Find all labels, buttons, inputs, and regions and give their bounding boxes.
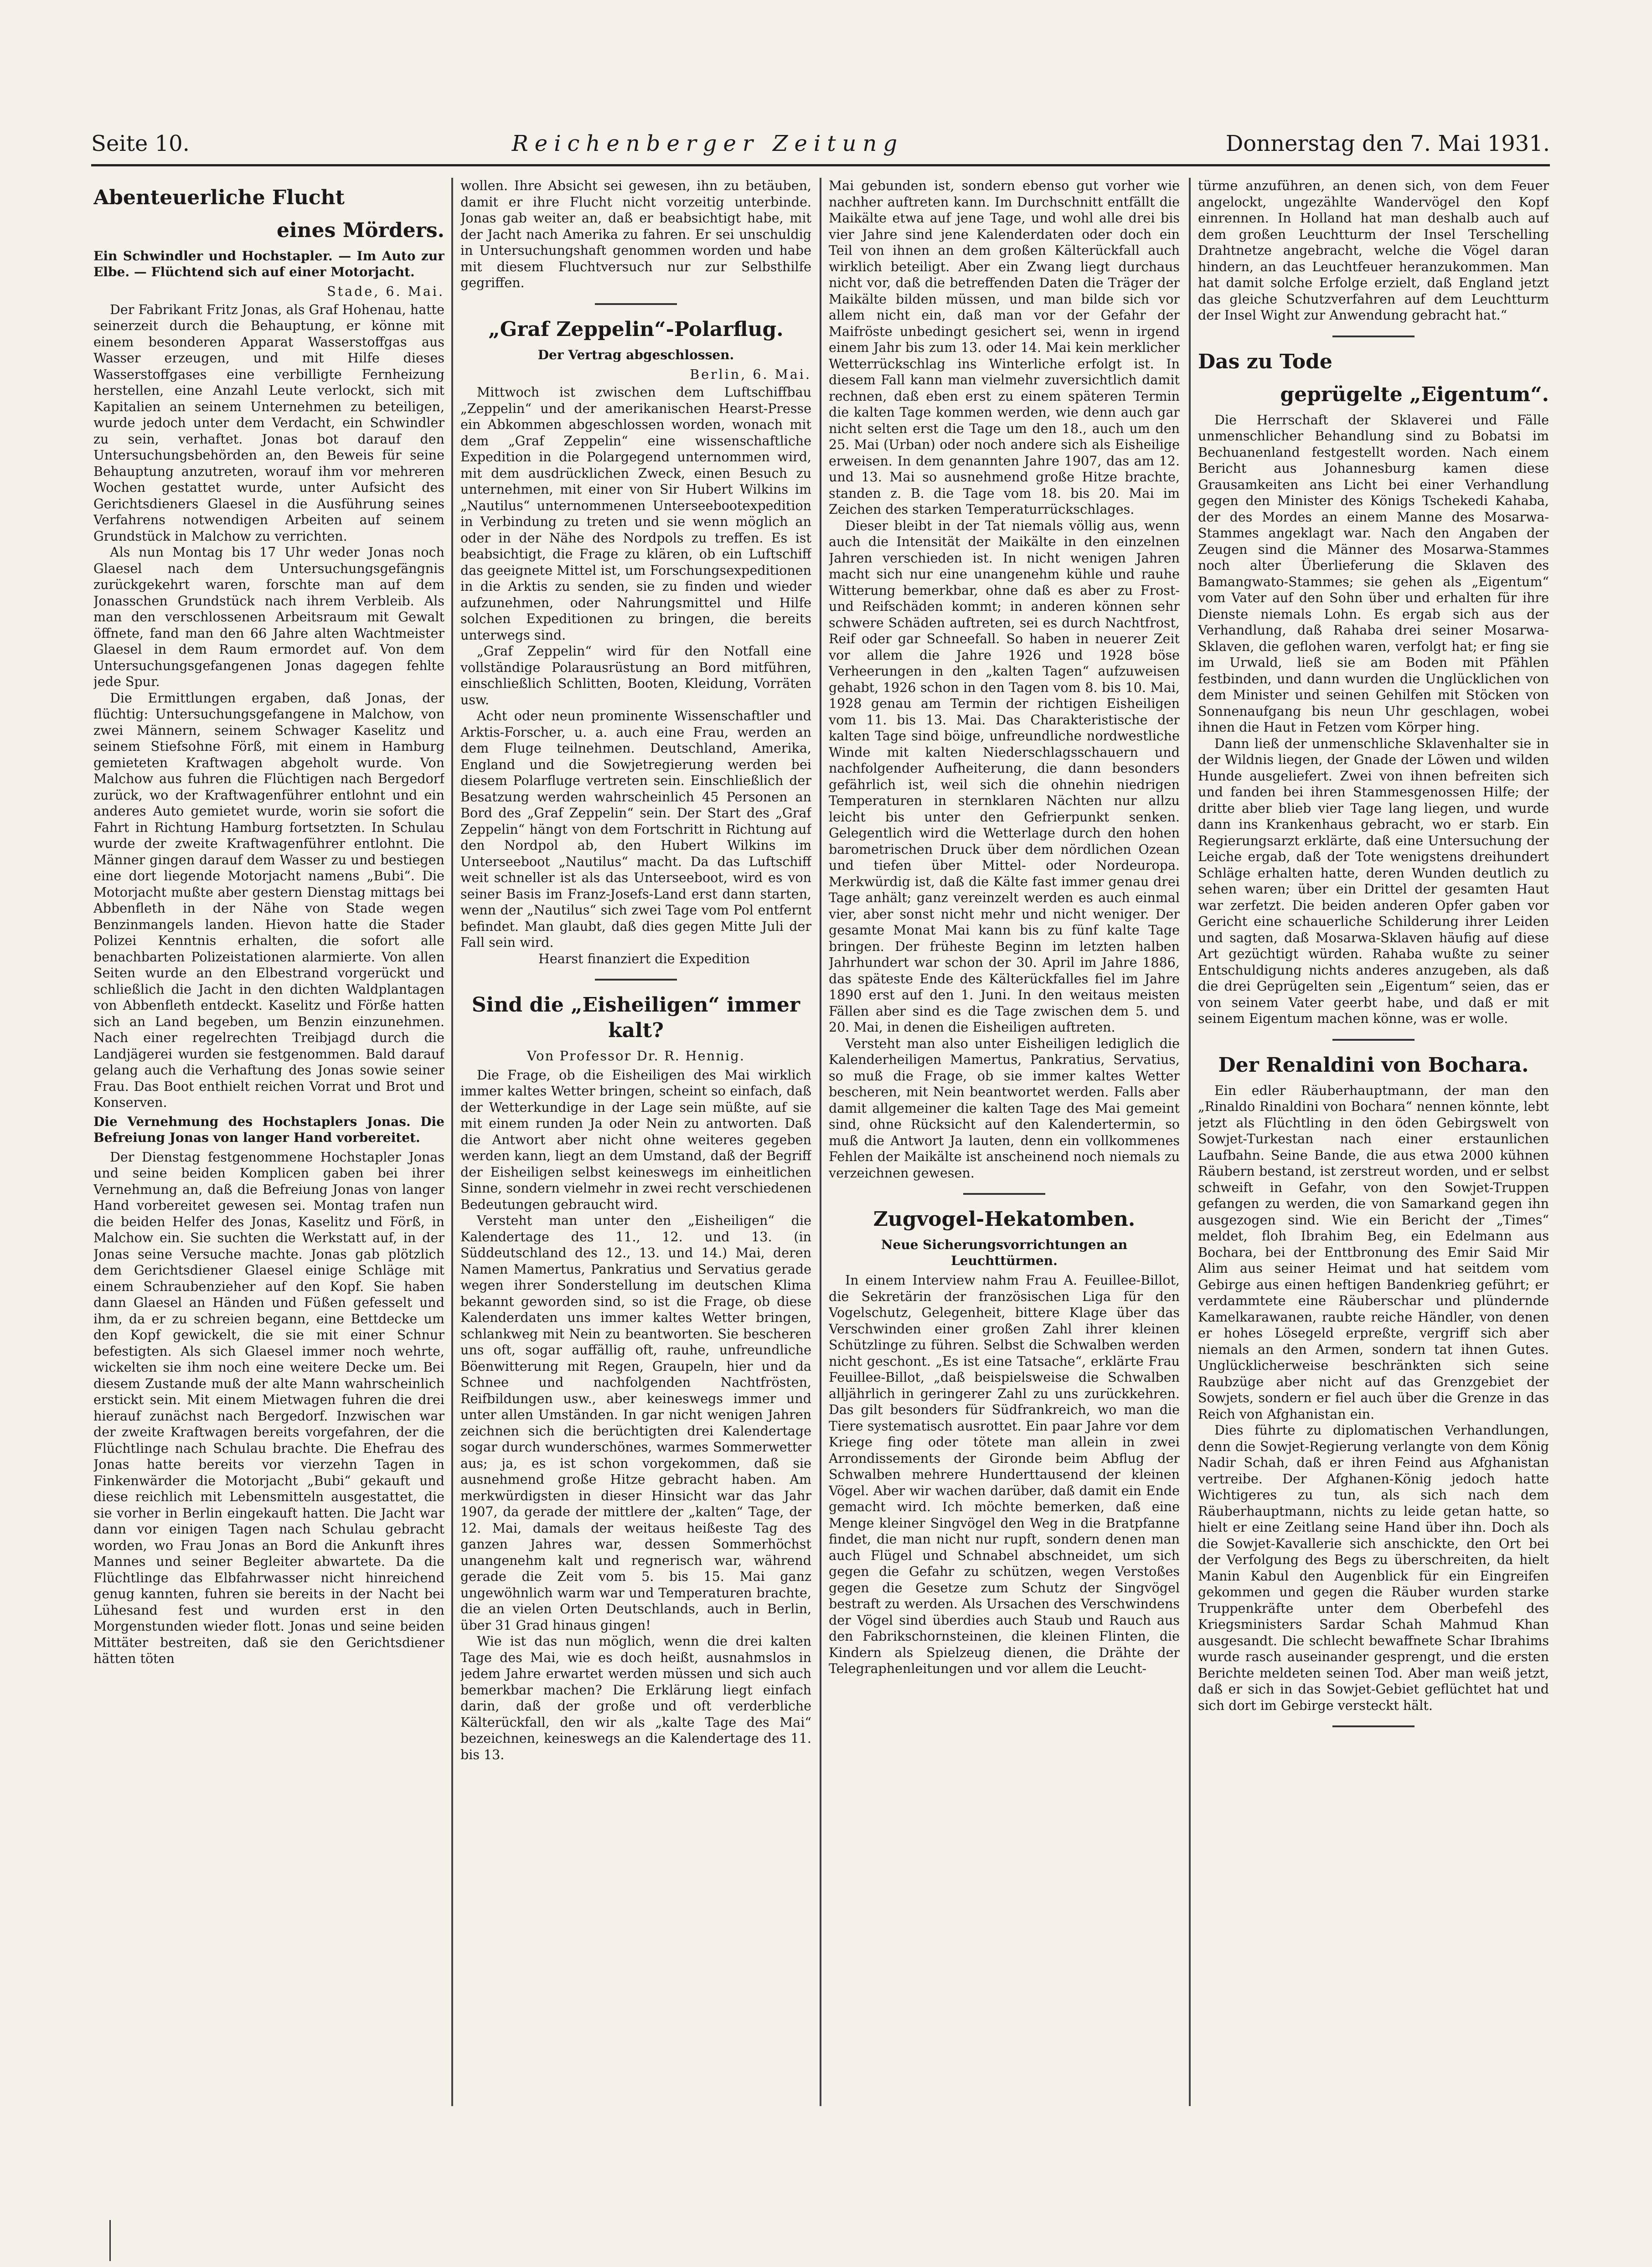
article-title-zeppelin: „Graf Zeppelin“-Polarflug.	[488, 317, 784, 341]
separator	[595, 303, 677, 305]
separator	[963, 1193, 1045, 1195]
column-rule	[451, 178, 453, 2106]
article-title-eigentum: Das zu Tode	[1198, 350, 1332, 373]
article-title-flucht: Abenteuerliche Flucht	[93, 186, 345, 209]
article-title-eisheiligen: Sind die „Eisheiligen“ immer kalt?	[471, 993, 800, 1042]
page-number: Seite 10.	[91, 131, 190, 156]
paragraph: Versteht man also unter Eisheiligen lediglich die Kalenderheiligen Mamertus, Pankratius, Servatius, so muß die Frage, ob sie immer kaltes Wetter bescheren, mit Nein beantwortet werden. Falls aber damit allgemeiner die kalten Tage des Mai gemeint sind, ohne Rücksicht auf den Kalendertermin, so muß die Antwort Ja lauten, denn ein vollkommenes Fehlen der Maikälte ist anscheinend noch niemals zu verzeichnen gewesen.	[829, 1036, 1180, 1181]
paragraph: Der Fabrikant Fritz Jonas, als Graf Hohenau, hatte seinerzeit durch die Behauptung, er könne mit einem besonderen Apparat Wasserstoffgas aus Wasser erzeugen, und mit Hilfe dieses Wasserstoffgases eine verbilligte Fernheizung herstellen, eine Anzahl Leute verlockt, sich mit Kapitalien an seinem Unternehmen zu beteiligen, wurde jedoch unter dem Verdacht, ein Schwindler zu sein, verhaftet. Jonas bot darauf den Untersuchungsbehörden an, den Beweis für seine Behauptung anzutreten, worauf ihm vor mehreren Wochen gestattet wurde, unter Aufsicht des Gerichtsdieners Glaesel in die Ausführung seines Verfahrens notwendigen Arbeiten auf seinem Grundstück in Malchow zu verrichten.	[93, 302, 444, 544]
column-2	[460, 178, 811, 2106]
paragraph: Die Ermittlungen ergaben, daß Jonas, der flüchtig: Untersuchungsgefangene in Malchow, von zwei Männern, seinem Schwager Kaselitz und seinem Stiefsohne Förß, mit einem in Hamburg gemieteten Kraftwagen abgeholt wurde. Von Malchow aus fuhren die Flüchtigen nach Bergedorf zurück, wo der Kraftwagenführer entlohnt und ein anderes Auto gemietet wurde, worin sie sofort die Fahrt in Richtung Hamburg fortsetzten. In Schulau wurde der zweite Kraftwagenführer entlohnt. Die Männer gingen darauf dem Wasser zu und bestiegen eine dort liegende Motorjacht namens „Bubi“. Die Motorjacht mußte aber gestern Dienstag mittags bei Abbenfleth in der Nähe von Stade wegen Benzinmangels landen. Hievon hatte die Stader Polizei Kenntnis erhalten, die sofort alle benachbarten Polizeistationen alarmierte. Von allen Seiten wurde an den Elbestrand vorgerückt und schließlich die Jacht in den dichten Waldplantagen von Abbenfleth entdeckt. Kaselitz und Förße hatten sich an Land begeben, um Benzin einzunehmen. Nach einer regelrechten Treibjagd durch die Landjägerei wurden sie festgenommen. Bald darauf gelang auch die Verhaftung des Jonas sowie seiner Frau. Das Boot enthielt reichen Vorrat und Brot und Konserven.	[93, 690, 444, 1110]
paragraph: Hearst finanziert die Expedition	[538, 951, 750, 966]
paragraph: Die Frage, ob die Eisheiligen des Mai wirklich immer kaltes Wetter bringen, scheint so einfach, daß der Wetterkundige in der Lage sein müßte, auf sie mit einem runden Ja oder Nein zu antworten. Daß die Antwort aber nicht ohne weiteres gegeben werden kann, liegt an dem Umstand, daß der Begriff der Eisheiligen selbst keineswegs im einheitlichen Sinne, sondern vielmehr in zwei recht verschiedenen Bedeutungen gebraucht wird.	[460, 1067, 811, 1212]
article-title-eigentum-line2: geprügelte „Eigentum“.	[1280, 382, 1549, 406]
separator	[595, 979, 677, 981]
issue-date: Donnerstag den 7. Mai 1931.	[1225, 131, 1550, 156]
separator	[1332, 1725, 1415, 1727]
paragraph: Acht oder neun prominente Wissenschaftler und Arktis-Forscher, u. a. auch eine Frau, werden an dem Fluge teilnehmen. Deutschland, Amerika, England und die Sowjetregierung werden bei diesem Polarfluge vertreten sein. Einschließlich der Besatzung werden wahrscheinlich 45 Personen an Bord des „Graf Zeppelin“ sein. Der Start des „Graf Zeppelin“ hängt von dem Fortschritt in Richtung auf den Nordpol ab, den Hubert Wilkins im Unterseeboot „Nautilus“ macht. Da das Luftschiff weit schneller ist als das Unterseeboot, wird es von seiner Basis im Franz-Josefs-Land erst dann starten, wenn der „Nautilus“ sich zwei Tage vom Pol entfernt befindet. Man glaubt, daß dies gegen Mitte Juli der Fall sein wird.	[460, 708, 811, 950]
byline: Von Professor Dr. R. Hennig.	[527, 1048, 745, 1064]
paragraph: In einem Interview nahm Frau A. Feuillee-Billot, die Sekretärin der französischen Liga für den Vogelschutz, Gelegenheit, bittere Klage über das Verschwinden einer großen Zahl ihrer kleinen Schützlinge zu führen. Selbst die Schwalben werden nicht geschont. „Es ist eine Tatsache“, erklärte Frau Feuillee-Billot, „daß beispielsweise die Schwalben alljährlich in geringerer Zahl zu uns zurückkehren. Das gilt besonders für Südfrankreich, wo man die Tiere systematisch ausrottet. Ein paar Jahre vor dem Kriege fing oder tötete man allein in zwei Arrondissements der Gironde beim Abflug der Schwalben mehrere Hunderttausend der kleinen Vögel. Aber wir wachen darüber, daß damit ein Ende gemacht wird. Ich möchte bemerken, daß eine Menge kleiner Singvögel den Weg in die Bratpfanne findet, die man nicht nur rupft, sondern denen man auch Flügel und Schnabel abschneidet, um sich gegen die Gefahr zu schützen, wegen Verstoßes gegen die Gesetze zum Schutz der Singvögel bestraft zu werden. Als Ursachen des Verschwindens der Vögel sind überdies auch Staub und Rauch aus den Fabrikschornsteinen, die kleinen Flinten, die Kindern als Spielzeug dienen, die Drähte der Telegraphenleitungen und vor allem die Leucht-	[829, 1273, 1180, 1676]
article-subtitle: Ein Schwindler und Hochstapler. — Im Auto zur Elbe. — Flüchtend sich auf einer Motorjacht.	[93, 248, 444, 279]
column-1	[93, 178, 444, 2106]
paragraph: „Graf Zeppelin“ wird für den Notfall eine vollständige Polarausrüstung an Bord mitführen, einschließlich Schlitten, Booten, Kleidung, Vorräten usw.	[460, 644, 811, 707]
article-subtitle: Neue Sicherungsvorrichtungen an Leuchttürmen.	[881, 1237, 1128, 1268]
article-title-zugvogel: Zugvogel-Hekatomben.	[873, 1208, 1136, 1231]
paragraph: Wie ist das nun möglich, wenn die drei kalten Tage des Mai, wie es doch heißt, ausnahmslos in jedem Jahre erwartet werden müssen und sich auch bemerkbar machen? Die Erklärung liegt einfach darin, daß der große und oft verderbliche Kälterückfall, den wir als „kalte Tage des Mai“ bezeichnen, keineswegs an die Kalendertage des 11. bis 13.	[460, 1634, 811, 1762]
paragraph: türme anzuführen, an denen sich, von dem Feuer angelockt, ungezählte Wandervögel den Kopf einrennen. In Holland hat man deshalb auch auf dem großen Leuchtturm der Insel Terschelling Drahtnetze angebracht, welche die Vögel daran hindern, an das Leuchtfeuer heranzukommen. Man hat damit solche Erfolge erzielt, daß England jetzt das gleiche Schutzverfahren auf dem Leuchtturm der Insel Wight zur Anwendung gebracht hat.“	[1198, 178, 1549, 323]
section-subhead: Die Vernehmung des Hochstaplers Jonas. Die Befreiung Jonas von langer Hand vorbereitet.	[93, 1114, 444, 1145]
article-subtitle: Der Vertrag abgeschlossen.	[537, 347, 734, 362]
article-title-flucht-line2: eines Mörders.	[276, 219, 444, 242]
column-3	[829, 178, 1180, 2106]
column-rule	[1189, 178, 1191, 2106]
dateline: Berlin, 6. Mai.	[690, 367, 811, 382]
paragraph: wollen. Ihre Absicht sei gewesen, ihn zu betäuben, damit er ihre Flucht nicht vorzeitig unterbinde. Jonas gab weiter an, daß er beabsichtigt habe, mit der Jacht nach Amerika zu fahren. Er sei unschuldig in Untersuchungshaft genommen worden und habe mit diesem Fluchtversuch nur zur Selbsthilfe gegriffen.	[460, 178, 811, 290]
masthead: Reichenberger Zeitung	[511, 131, 904, 156]
dateline: Stade, 6. Mai.	[327, 284, 444, 299]
paragraph: Dann ließ der unmenschliche Sklavenhalter sie in der Wildnis liegen, der Gnade der Löwen und wilden Hunde ausgeliefert. Zwei von ihnen befreiten sich und fanden bei ihren Stammesgenossen Hilfe; der dritte aber blieb vier Tage lang liegen, und wurde dann ins Krankenhaus gebracht, wo er starb. Ein Regierungsarzt erklärte, daß eine Untersuchung der Leiche ergab, daß der Tote wenigstens dreihundert Schläge erhalten hatte, deren Wunden deutlich zu sehen waren; über ein Drittel der gesamten Haut war zerfetzt. Die beiden anderen Opfer gaben vor Gericht eine schauerliche Schilderung ihrer Leiden und sagten, daß Mosarwa-Sklaven häufig auf diese Art gezüchtigt würden. Rahaba wußte zu seiner Entschuldigung nichts anderes anzugeben, als daß die drei Geprügelten sein „Eigentum“ seien, das er von seinem Vater geerbt habe, und daß er mit seinem Eigentum machen könne, was er wolle.	[1198, 736, 1549, 1026]
page-header	[91, 123, 1550, 166]
paragraph: Die Herrschaft der Sklaverei und Fälle unmenschlicher Behandlung sind zu Bobatsi im Bechuanenland festgestellt worden. Nach einem Bericht aus Johannesburg kamen diese Grausamkeiten ans Licht bei einer Verhandlung gegen den Minister des Königs Tschekedi Kahaba, der des Mordes an einem Manne des Mosarwa-Stammes angeklagt war. Nach den Angaben der Zeugen sind die Männer des Mosarwa-Stammes noch alter Überlieferung die Sklaven des Bamangwato-Stammes; sie gehen als „Eigentum“ vom Vater auf den Sohn über und erhalten für ihre Dienste niemals Lohn. Es ergab sich aus der Verhandlung, daß Rahaba drei seiner Mosarwa-Sklaven, die geflohen waren, verfolgt hat; er fing sie im Urwald, ließ sie am Boden mit Pfählen festbinden, und dann wurden die Unglücklichen von dem Minister und seinen Gehilfen mit Stöcken von Sonnenaufgang bis neun Uhr geschlagen, wobei ihnen die Haut in Fetzen vom Körper hing.	[1198, 412, 1549, 735]
column-4	[1198, 178, 1549, 2106]
paragraph: Dieser bleibt in der Tat niemals völlig aus, wenn auch die Intensität der Maikälte in den einzelnen Jahren verschieden ist. In nicht wenigen Jahren macht sich nur eine unangenehm kühle und rauhe Witterung bemerkbar, ohne daß es aber zu Frost- und Reifschäden kommt; in anderen können sehr schwere Schäden auftreten, sei es durch Nachtfrost, Reif oder gar Schneefall. So haben in neuerer Zeit vor allem die Jahre 1926 und 1928 böse Verheerungen in den „kalten Tagen“ aufzuweisen gehabt, 1926 schon in den Tagen vom 8. bis 10. Mai, 1928 genau am Termin der richtigen Eisheiligen vom 11. bis 13. Mai. Das Charakteristische der kalten Tage sind böige, unfreundliche nordwestliche Winde mit kalten Niederschlagsschauern und nachfolgender Aufheiterung, die dann besonders gefährlich ist, weil sich die ohnehin niedrigen Temperaturen in sternklaren Nächten nur allzu leicht bis unter den Gefrierpunkt senken. Gelegentlich wird die Wetterlage durch den hohen barometrischen Druck über dem nördlichen Ozean und tiefen über Mittel- oder Nordeuropa. Merkwürdig ist, daß die Kälte fast immer genau drei Tage anhält; ganz vereinzelt werden es auch einmal vier, aber sonst nicht mehr und nicht weniger. Der gesamte Monat Mai kann bis zu fünf kalte Tage bringen. Der früheste Beginn im letzten halben Jahrhundert war schon der 30. April im Jahre 1886, das späteste Ende des Kälterückfalles fiel im Jahre 1890 erst auf den 1. Juni. In den weitaus meisten Fällen aber sind es die Tage zwischen dem 5. und 20. Mai, in denen die Eisheiligen auftreten.	[829, 518, 1180, 1035]
article-title-renaldini: Der Renaldini von Bochara.	[1218, 1053, 1529, 1077]
paragraph: Versteht man unter den „Eisheiligen“ die Kalendertage des 11., 12. und 13. (in Süddeutschland des 12., 13. und 14.) Mai, deren Namen Mamertus, Pankratius und Servatius gerade wegen ihrer Sonderstellung im deutschen Klima bekannt geworden sind, so ist die Frage, ob diese Kalenderdaten uns immer kaltes Wetter bringen, schlankweg mit Nein zu beantworten. Sie bescheren uns oft, sogar auffällig oft, rauhe, unfreundliche Böenwitterung mit Regen, Graupeln, hier und da Schnee und nachfolgenden Nachtfrösten, Reifbildungen usw., aber keineswegs immer und unter allen Umständen. In gar nicht wenigen Jahren zeichnen sich die berüchtigten drei Kalendertage sogar durch wunderschönes, warmes Sommerwetter aus; ja, es ist schon vorgekommen, daß sie ausnehmend große Hitze gebracht haben. Am merkwürdigsten in dieser Hinsicht war das Jahr 1907, da gerade der mittlere der „kalten“ Tage, der 12. Mai, damals der weitaus heißeste Tag des ganzen Jahres war, dessen Sommerhöchst unangenehm kalt und regnerisch war, während gerade die Zeit vom 5. bis 15. Mai ganz ungewöhnlich warm war und Temperaturen brachte, die an vielen Orten Deutschlands, auch in Berlin, über 31 Grad hinaus gingen!	[460, 1213, 811, 1633]
paragraph: Der Dienstag festgenommene Hochstapler Jonas und seine beiden Komplicen gaben bei ihrer Vernehmung an, daß die Befreiung Jonas von langer Hand vorbereitet gewesen sei. Montag trafen nun die beiden Helfer des Jonas, Kaselitz und Förß, in Malchow ein. Sie suchten die Werkstatt auf, in der Jonas seine Versuche machte. Jonas gab plötzlich dem Gerichtsdiener Glaesel einige Schläge mit einem Schraubenzieher auf den Kopf. Sie haben dann Glaesel an Händen und Füßen gefesselt und ihm, da er zu schreien begann, eine Bettdecke um den Kopf gewickelt, die sie mit einer Schnur befestigten. Als sich Glaesel immer noch wehrte, wickelten sie ihm noch eine weitere Decke um. Bei diesem Zustande muß der alte Mann wahrscheinlich erstickt sein. Mit einem Mietwagen fuhren die drei hierauf zunächst nach Bergedorf. Inzwischen war der zweite Kraftwagen bereits vorgefahren, der die Flüchtlinge nach Schulau brachte. Die Ehefrau des Jonas hatte bereits vor vierzehn Tagen in Finkenwärder die Motorjacht „Bubi“ gekauft und diese reichlich mit Lebensmitteln ausgestattet, die sie vorher in Berlin eingekauft hatten. Die Jacht war dann vor einigen Tagen nach Schulau gebracht worden, wo Frau Jonas an Bord die Ankunft ihres Mannes und seiner Begleiter abwartete. Da die Flüchtlinge das Elbfahrwasser nicht hinreichend genug kannten, fuhren sie bereits in der Nacht bei Lühesand fest und wurden erst in den Morgenstunden wieder flott. Jonas und seine beiden Mittäter bestreiten, daß sie den Gerichtsdiener hätten töten	[93, 1149, 444, 1666]
separator	[1332, 336, 1415, 337]
paragraph: Mittwoch ist zwischen dem Luftschiffbau „Zeppelin“ und der amerikanischen Hearst-Presse ein Abkommen abgeschlossen worden, wonach mit dem „Graf Zeppelin“ eine wissenschaftliche Expedition in die Polargegend unternommen wird, mit dem ausdrücklichen Zweck, einen Besuch zu unternehmen, mit einer von Sir Hubert Wilkins im „Nautilus“ unternommenen Unterseebootexpedition in Verbindung zu treten und sie wenn möglich an oder in der Nähe des Nordpols zu treffen. Es ist beabsichtigt, die Frage zu klären, ob ein Luftschiff das geeignete Mittel ist, um Forschungsexpeditionen in die Arktis zu senden, sie zu finden und wieder aufzunehmen, oder Nahrungsmittel und Hilfe solchen Expeditionen zu bringen, die bereits unterwegs sind.	[460, 385, 811, 643]
paragraph: Ein edler Räuberhauptmann, der man den „Rinaldo Rinaldini von Bochara“ nennen könnte, lebt jetzt als Flüchtling in den öden Gebirgswelt von Sowjet-Turkestan nach einer erstaunlichen Laufbahn. Seine Bande, die aus etwa 2000 kühnen Räubern bestand, ist zerstreut worden, und er selbst schweift in Gefahr, von den Sowjet-Truppen gefangen zu werden, die von Samarkand gegen ihn ausgezogen sind. Wie ein Bericht der „Times“ meldet, floh Ibrahim Beg, ein Edelmann aus Bochara, bei der Enttbronung des Emir Said Mir Alim aus seiner Heimat und hat seitdem vom Gebirge aus einen heftigen Bandenkrieg geführt; er verdammtete eine Räuberschar und plündernde Kamelkarawanen, raubte reiche Händler, von denen er hohes Lösegeld erpreßte, vergriff sich aber niemals an den Armen, sondern tat ihnen Gutes. Unglücklicherweise beschränkten sich seine Raubzüge aber nicht auf das Grenzgebiet der Sowjets, sondern er fiel auch über die Grenze in das Reich von Afghanistan ein.	[1198, 1083, 1549, 1422]
paragraph: Mai gebunden ist, sondern ebenso gut vorher wie nachher auftreten kann. Im Durchschnitt entfällt die Maikälte etwa auf jene Tage, und wohl alle drei bis vier Jahre sind jene Kalenderdaten oder doch ein Teil von ihnen an dem großen Kälterückfall auch wirklich beteiligt. Aber ein Zwang liegt durchaus nicht vor, daß die betreffenden Daten die Träger der Maikälte bilden müssen, und man bilde sich vor allem nicht ein, daß man vor der Gefahr der Maifröste unbedingt gesichert sei, wenn in irgend einem Jahr bis zum 13. oder 14. Mai kein merklicher Wetterrückschlag ins Winterliche erfolgt ist. In diesem Fall kann man vielmehr zuversichtlich damit rechnen, daß eben erst zu einem späteren Termin die kalten Tage kommen werden, wie denn auch gar nicht selten erst die Tage um den 18., auch um den 25. Mai (Urban) oder noch andere sich als Eisheilige erweisen. In dem genannten Jahre 1907, das am 12. und 13. Mai so ausnehmend große Hitze brachte, standen z. B. die Tage vom 18. bis 20. Mai im Zeichen des starken Temperaturrückschlages.	[829, 178, 1180, 517]
column-rule	[820, 178, 821, 2106]
paragraph: Dies führte zu diplomatischen Verhandlungen, denn die Sowjet-Regierung verlangte von dem König Nadir Schah, daß er ihren Feind aus Afghanistan vertreibe. Der Afghanen-König jedoch hatte Wichtigeres zu tun, als sich nach dem Räuberhauptmann, nichts zu leide getan hatte, so hielt er eine Zeitlang seine Hand über ihn. Doch als die Sowjet-Kavallerie sich anschickte, den Ort bei der Verfolgung des Begs zu überschreiten, da hielt Manin Kabul den Augenblick für ein Eingreifen gekommen und gegen die Räuber wurden starke Truppenkräfte unter dem Oberbefehl des Kriegsministers Sardar Schah Mahmud Khan ausgesandt. Die schlecht bewaffnete Schar Ibrahims wurde rasch auseinander gesprengt, und die ersten Berichte meldeten seinen Tod. Aber man weiß jetzt, daß er sich in das Sowjet-Gebiet geflüchtet hat und sich dort im Gebirge versteckt hält.	[1198, 1423, 1549, 1713]
separator	[1332, 1039, 1415, 1041]
binding-mark	[109, 2220, 111, 2261]
paragraph: Als nun Montag bis 17 Uhr weder Jonas noch Glaesel nach dem Untersuchungsgefängnis zurückgekehrt waren, forschte man auf dem Jonasschen Grundstück nach ihrem Verbleib. Als man den verschlossenen Arbeitsraum mit Gewalt öffnete, fand man den 66 Jahre alten Wachtmeister Glaesel in dem Raum ermordet auf. Von dem Untersuchungsgefangenen Jonas dagegen fehlte jede Spur.	[93, 545, 444, 689]
